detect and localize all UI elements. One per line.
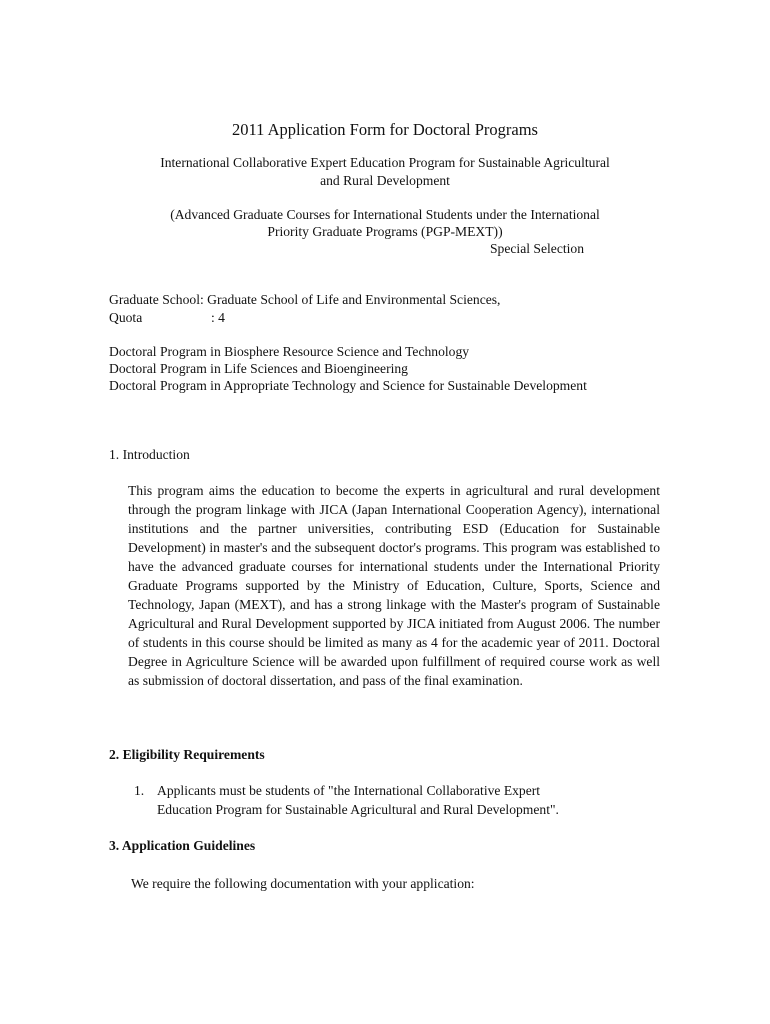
introduction-heading: 1. Introduction bbox=[109, 447, 190, 462]
eligibility-list-item bbox=[0, 782, 770, 822]
advanced-courses-line-1: (Advanced Graduate Courses for International Students under the International bbox=[170, 207, 600, 222]
quota-value: : 4 bbox=[211, 310, 225, 325]
eligibility-item-line-1: Applicants must be students of "the International Collaborative Expert bbox=[157, 783, 541, 798]
quota-line bbox=[109, 309, 225, 326]
advanced-courses-line-2: Priority Graduate Programs (PGP-MEXT)) bbox=[267, 224, 503, 239]
quota-label: Quota bbox=[109, 310, 143, 325]
eligibility-item-number: 1. bbox=[134, 783, 145, 798]
guidelines-heading: 3. Application Guidelines bbox=[109, 838, 256, 853]
program-item: Doctoral Program in Appropriate Technology and Science for Sustainable Development bbox=[109, 378, 587, 393]
guidelines-body: We require the following documentation with your application: bbox=[131, 876, 475, 891]
graduate-school-line: Graduate School: Graduate School of Life and Environmental Sciences, bbox=[109, 292, 501, 307]
eligibility-item-line-2: Education Program for Sustainable Agricultural and Rural Development". bbox=[157, 802, 559, 817]
eligibility-heading: 2. Eligibility Requirements bbox=[109, 747, 265, 762]
subtitle-line-1: International Collaborative Expert Education Program for Sustainable Agricultural bbox=[160, 155, 610, 170]
document-title: 2011 Application Form for Doctoral Programs bbox=[232, 120, 538, 139]
introduction-body: This program aims the education to become the experts in agricultural and rural development through the program linkage with JICA (Japan International Cooperation Agency), international institutions and the partner universities, contributing ESD (Education for Sustainable Development) in master's and the subsequent doctor's programs. This program was established to have the advanced graduate courses for international students under the International Priority Graduate Programs supported by the Ministry of Education, Culture, Sports, Science and Technology, Japan (MEXT), and has a strong linkage with the Master's program of Sustainable Agricultural and Rural Development supported by JICA initiated from August 2006. The number of students in this course should be limited as many as 4 for the academic year of 2011. Doctoral Degree in Agriculture Science will be awarded upon fulfillment of required course work as well as submission of doctoral dissertation, and pass of the final examination. bbox=[128, 483, 660, 689]
program-item: Doctoral Program in Life Sciences and Bioengineering bbox=[109, 361, 408, 376]
program-item: Doctoral Program in Biosphere Resource Science and Technology bbox=[109, 344, 470, 359]
special-selection-label: Special Selection bbox=[490, 241, 584, 256]
subtitle-line-2: and Rural Development bbox=[320, 173, 450, 188]
